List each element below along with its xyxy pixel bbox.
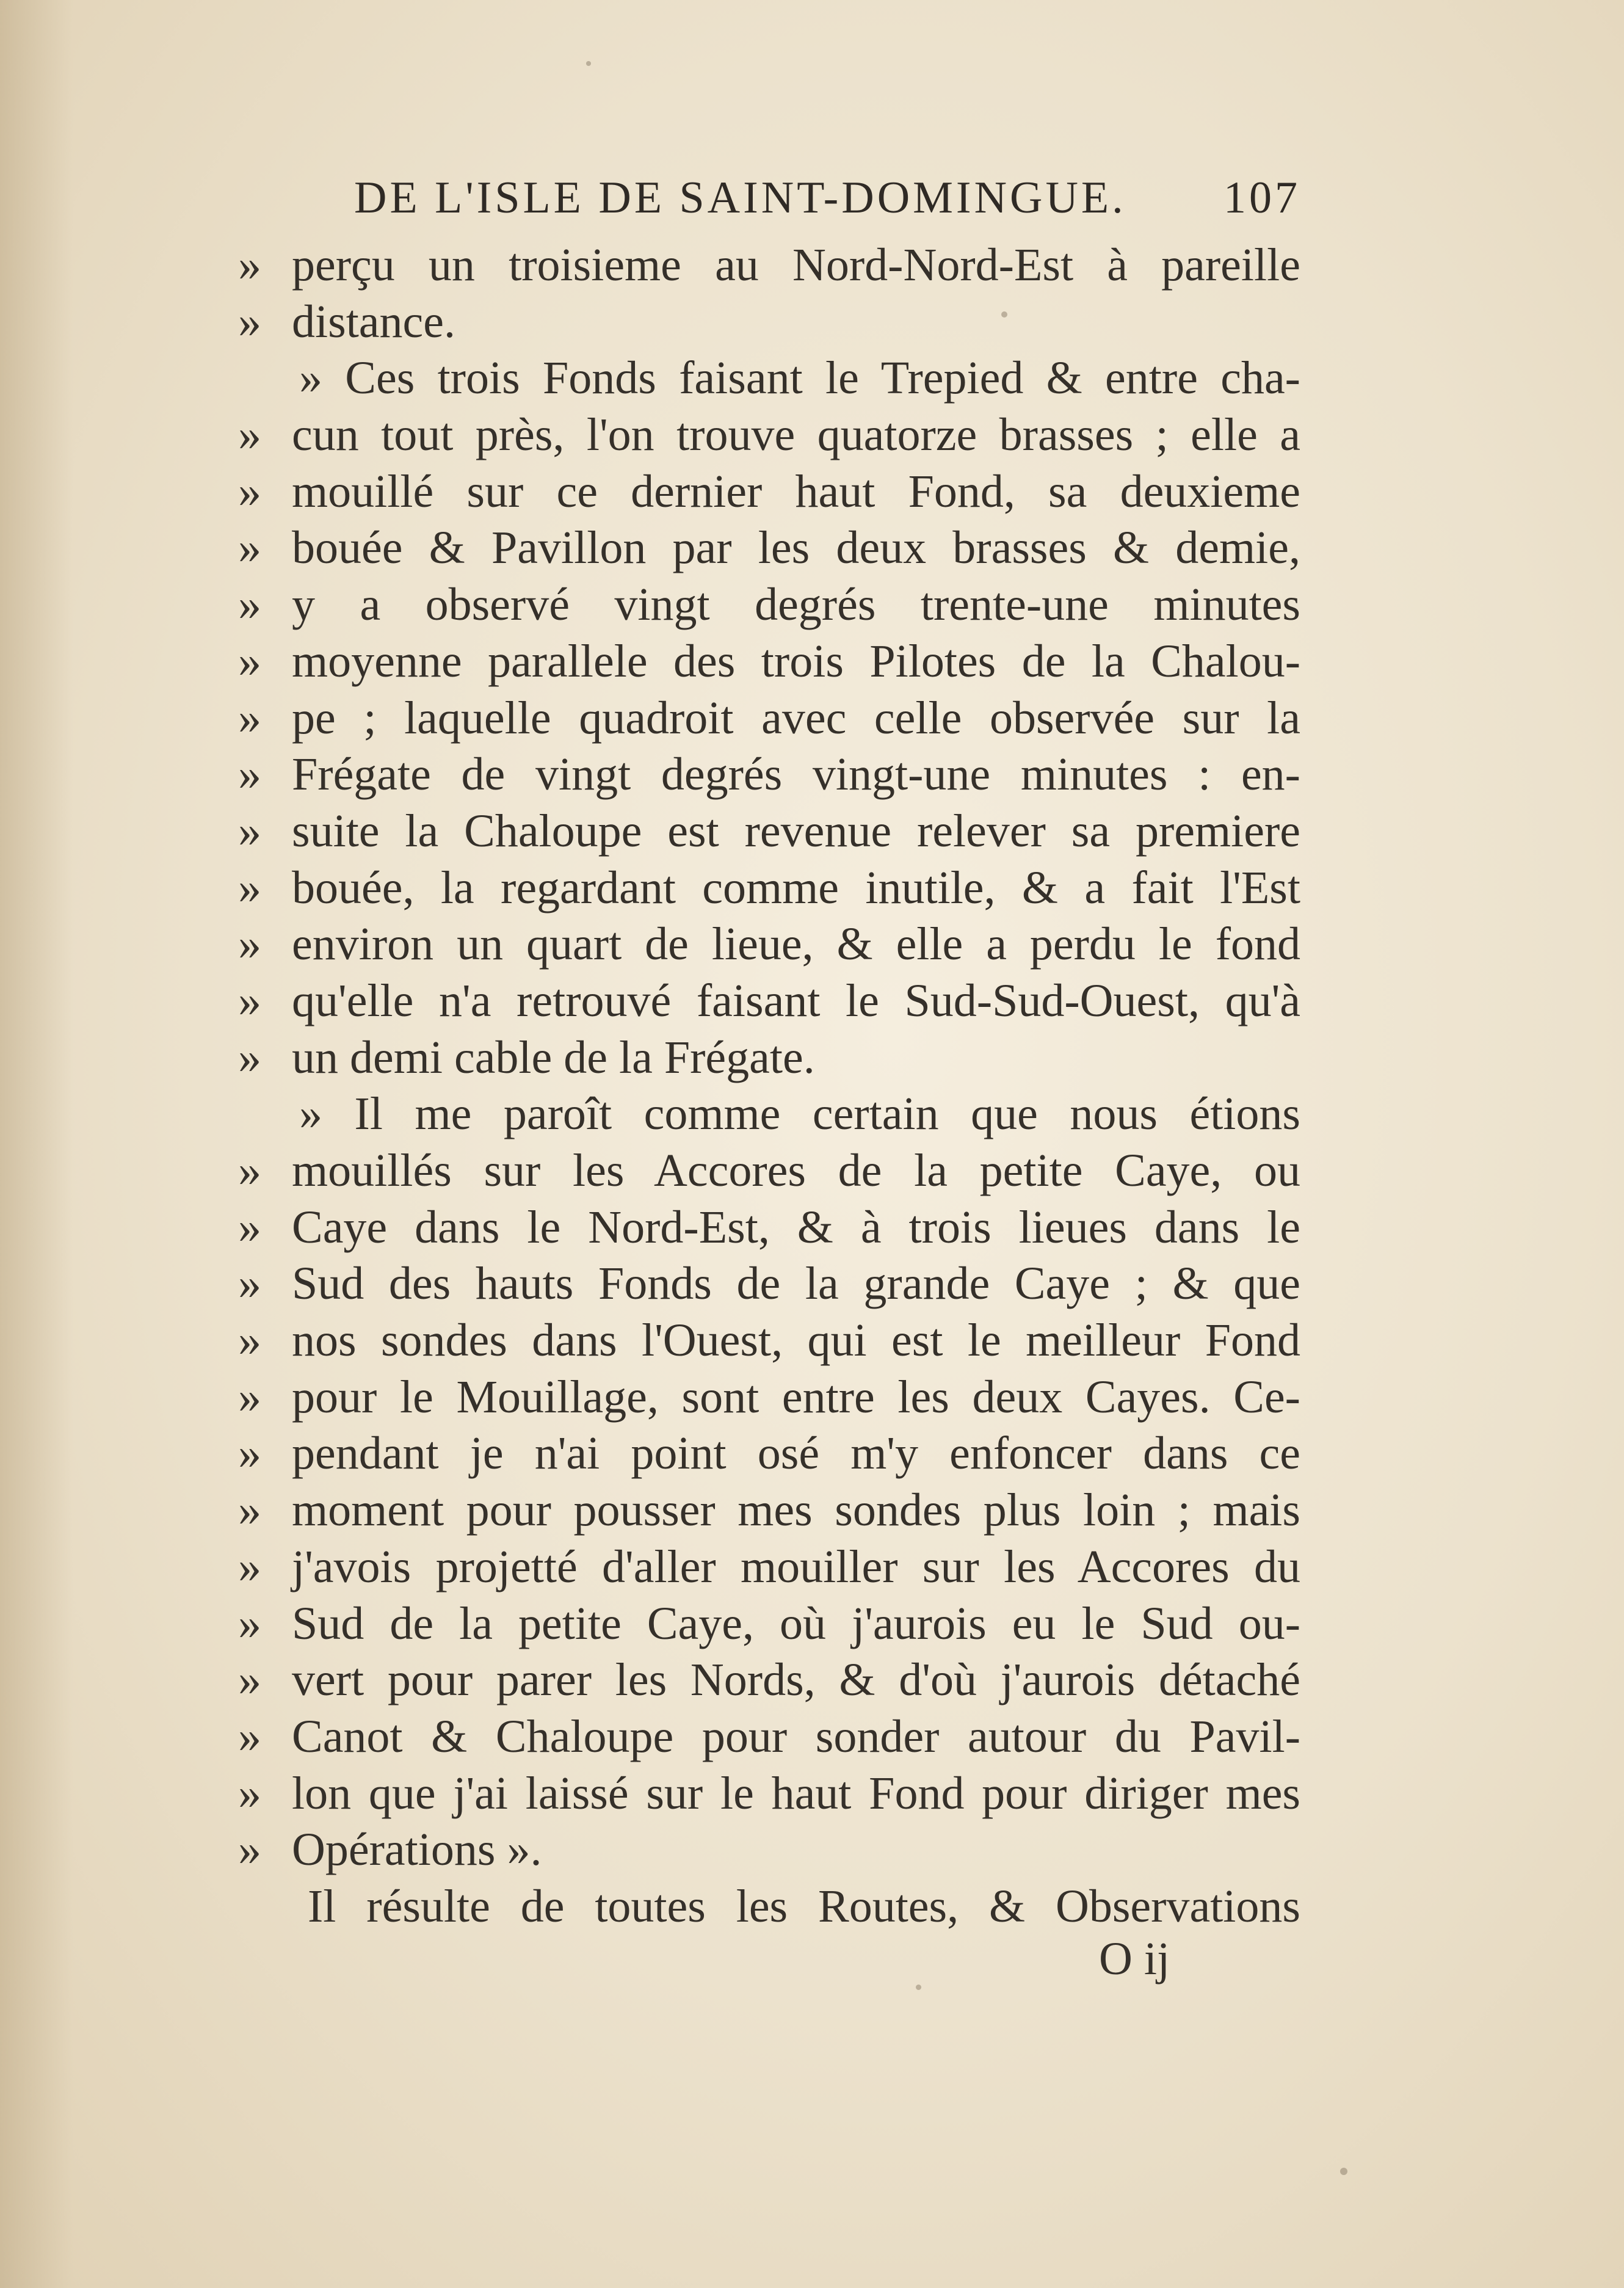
text-line bbox=[238, 520, 1300, 576]
text-line bbox=[238, 1596, 1300, 1652]
paper-speck bbox=[1340, 2168, 1347, 2175]
line-text: Sud de la petite Caye, où j'aurois eu le Sud ou- bbox=[292, 1597, 1300, 1649]
line-text: Il résulte de toutes les Routes, & Observations bbox=[308, 1880, 1300, 1932]
line-text: y a observé vingt degrés trente-une minutes bbox=[292, 579, 1300, 631]
quote-mark: » bbox=[238, 1824, 261, 1876]
line-text: pour le Mouillage, sont entre les deux Cayes. Ce- bbox=[292, 1371, 1300, 1423]
line-text: suite la Chaloupe est revenue relever sa premiere bbox=[292, 805, 1300, 857]
paper-speck bbox=[916, 1985, 921, 1990]
text-line bbox=[238, 1199, 1300, 1256]
text-line bbox=[238, 1709, 1300, 1765]
quote-mark: » bbox=[238, 1201, 261, 1253]
line-text: lon que j'ai laissé sur le haut Fond pour diriger mes bbox=[292, 1767, 1300, 1819]
line-text: Sud des hauts Fonds de la grande Caye ; & que bbox=[292, 1258, 1300, 1310]
text-line bbox=[238, 1482, 1300, 1539]
text-line bbox=[238, 1765, 1300, 1822]
quote-mark: » bbox=[238, 749, 261, 801]
line-text: Canot & Chaloupe pour sonder autour du Pavil- bbox=[292, 1710, 1300, 1762]
text-line bbox=[238, 350, 1300, 407]
line-text: » Il me paroît comme certain que nous étions bbox=[299, 1088, 1300, 1140]
line-text: Opérations ». bbox=[292, 1824, 542, 1876]
text-line bbox=[238, 916, 1300, 973]
line-text: pe ; laquelle quadroit avec celle observée sur la bbox=[292, 692, 1300, 744]
line-text: pendant je n'ai point osé m'y enfoncer dans ce bbox=[292, 1428, 1300, 1480]
text-line bbox=[238, 576, 1300, 633]
quote-mark: » bbox=[238, 1145, 261, 1196]
quote-mark: » bbox=[238, 805, 261, 857]
paper-speck bbox=[1001, 311, 1007, 318]
quote-mark: » bbox=[238, 296, 261, 347]
text-line bbox=[238, 1652, 1300, 1709]
text-line bbox=[238, 1539, 1300, 1596]
quote-mark: » bbox=[238, 918, 261, 970]
quote-mark: » bbox=[238, 1710, 261, 1762]
text-line bbox=[238, 973, 1300, 1030]
line-text: mouillés sur les Accores de la petite Caye, ou bbox=[292, 1145, 1300, 1196]
quote-mark: » bbox=[238, 1654, 261, 1706]
text-line bbox=[238, 1821, 1300, 1878]
line-text: bouée, la regardant comme inutile, & a fait l'Est bbox=[292, 862, 1300, 913]
line-text: Caye dans le Nord-Est, & à trois lieues dans le bbox=[292, 1201, 1300, 1253]
text-line bbox=[238, 1425, 1300, 1482]
body-text bbox=[238, 237, 1300, 1935]
text-line bbox=[238, 690, 1300, 747]
line-text: nos sondes dans l'Ouest, qui est le meilleur Fond bbox=[292, 1315, 1300, 1367]
quote-mark: » bbox=[238, 635, 261, 687]
quote-mark: » bbox=[238, 1484, 261, 1536]
paper-speck bbox=[586, 61, 591, 66]
text-line bbox=[238, 463, 1300, 520]
line-text: » Ces trois Fonds faisant le Trepied & entre cha- bbox=[299, 352, 1300, 404]
quote-mark: » bbox=[238, 409, 261, 461]
text-line bbox=[238, 633, 1300, 690]
line-text: j'avois projetté d'aller mouiller sur les Accores du bbox=[292, 1541, 1300, 1593]
quote-mark: » bbox=[238, 1258, 261, 1310]
quote-mark: » bbox=[238, 1541, 261, 1593]
quote-mark: » bbox=[238, 975, 261, 1026]
text-line bbox=[238, 1312, 1300, 1369]
text-line bbox=[238, 1142, 1300, 1199]
line-text: distance. bbox=[292, 296, 456, 347]
quote-mark: » bbox=[238, 579, 261, 631]
text-line bbox=[238, 294, 1300, 350]
line-text: bouée & Pavillon par les deux brasses & demie, bbox=[292, 522, 1300, 574]
quote-mark: » bbox=[238, 522, 261, 574]
text-line bbox=[238, 860, 1300, 917]
running-head-title: DE L'ISLE DE SAINT-DOMINGUE. bbox=[354, 173, 1126, 223]
text-line bbox=[238, 1255, 1300, 1312]
signature-mark: O ij bbox=[1099, 1933, 1170, 1985]
line-text: perçu un troisieme au Nord-Nord-Est à pareille bbox=[292, 239, 1300, 291]
quote-mark: » bbox=[238, 692, 261, 744]
line-text: vert pour parer les Nords, & d'où j'aurois détaché bbox=[292, 1654, 1300, 1706]
quote-mark: » bbox=[238, 1371, 261, 1423]
quote-mark: » bbox=[238, 1597, 261, 1649]
line-text: environ un quart de lieue, & elle a perdu le fond bbox=[292, 918, 1300, 970]
page-number: 107 bbox=[1223, 173, 1300, 223]
text-line bbox=[238, 237, 1300, 294]
line-text: Frégate de vingt degrés vingt-une minutes : en- bbox=[292, 749, 1300, 801]
quote-mark: » bbox=[238, 239, 261, 291]
line-text: moment pour pousser mes sondes plus loin ; mais bbox=[292, 1484, 1300, 1536]
page-gutter-shadow bbox=[0, 0, 73, 2288]
text-line bbox=[238, 1030, 1300, 1086]
line-text: qu'elle n'a retrouvé faisant le Sud-Sud-Ouest, qu'à bbox=[292, 975, 1300, 1026]
text-line bbox=[238, 1086, 1300, 1142]
quote-mark: » bbox=[238, 1767, 261, 1819]
quote-mark: » bbox=[238, 862, 261, 913]
quote-mark: » bbox=[238, 1315, 261, 1367]
text-line bbox=[238, 1878, 1300, 1935]
line-text: mouillé sur ce dernier haut Fond, sa deuxieme bbox=[292, 465, 1300, 517]
text-line bbox=[238, 746, 1300, 803]
text-line bbox=[238, 1369, 1300, 1426]
line-text: cun tout près, l'on trouve quatorze brasses ; elle a bbox=[292, 409, 1300, 461]
text-line bbox=[238, 407, 1300, 463]
text-line bbox=[238, 803, 1300, 860]
quote-mark: » bbox=[238, 465, 261, 517]
line-text: un demi cable de la Frégate. bbox=[292, 1031, 815, 1083]
quote-mark: » bbox=[238, 1031, 261, 1083]
running-head bbox=[287, 160, 1300, 227]
quote-mark: » bbox=[238, 1428, 261, 1480]
line-text: moyenne parallele des trois Pilotes de la Chalou- bbox=[292, 635, 1300, 687]
